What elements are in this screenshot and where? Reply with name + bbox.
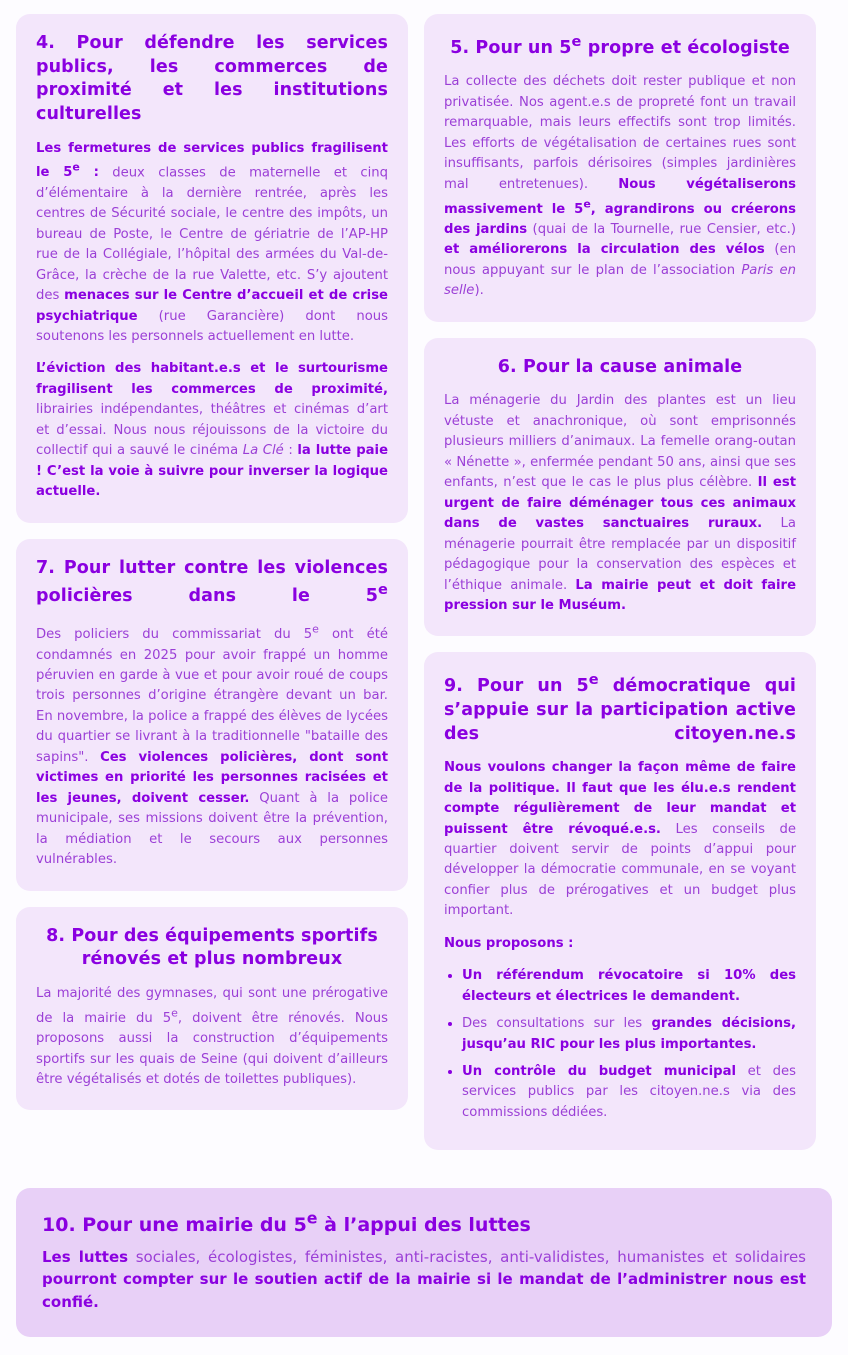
section-9-bold-2: Nous proposons : (444, 935, 574, 951)
section-4-bold-3: L’éviction des habitant.e.s et le surtourisme fragilisent les commerces de proximité, (36, 361, 388, 397)
list-item (462, 1014, 796, 1055)
section-4-text-2: (rue Garancière) dont nous soutenons les personnels actuellement en lutte. (36, 308, 388, 344)
section-card-9 (424, 652, 816, 1150)
section-4-text-3: librairies indépendantes, théâtres et cinémas d’art et d’essai. Nous nous réjouissons de la victoire du collectif qui a sauvé le cinéma (36, 402, 388, 459)
section-7-bold-1: Ces violences policières, dont sont victimes en priorité les personnes racisées et les jeunes, doivent cesser. (36, 749, 388, 806)
section-5-bold-1: Nous végétaliserons massivement le 5e, agrandirons ou créerons des jardins (444, 176, 796, 238)
section-8-text-1: La majorité des gymnases, qui sont une prérogative de la mairie du 5e, doivent être rénovés. Nous proposons aussi la construction d’équipements sportifs sur les quais de Seine (qui doivent d’ailleurs être végétalisés et dotés de toilettes publiques). (36, 985, 388, 1087)
section-9-paragraph-1 (444, 758, 796, 922)
two-column-layout (16, 14, 832, 1150)
section-4-italic-1: La Clé (242, 443, 284, 459)
section-6-text-2: La ménagerie pourrait être remplacée par un dispositif pédagogique pour la conservation des espèces et l’éthique animale. (444, 516, 796, 593)
section-card-7 (16, 539, 408, 891)
section-9-title: 9. Pour un 5e démocratique qui s’appuie sur la participation active des citoyen.ne.s (444, 671, 796, 744)
section-9-proposals-list (444, 966, 796, 1123)
section-5-text-1: La collecte des déchets doit rester publique et non privatisée. Nos agent.e.s de propreté font un travail remarquable, mais leurs effectifs sont trop limités. Les efforts de végétalisation de certaines rues sont insuffisants, parfois dérisoires (simples jardinières mal entretenues). (444, 74, 796, 192)
section-4-title: 4. Pour défendre les services publics, les commerces de proximité et les institutions culturelles (36, 33, 388, 124)
section-10-paragraph (42, 1246, 806, 1314)
bullet-2-bold: grandes décisions, jusqu’au RIC pour les plus importantes. (462, 1016, 796, 1052)
section-card-10 (16, 1188, 832, 1337)
bottom-banner-wrap (0, 1188, 848, 1355)
section-7-paragraph-1 (36, 621, 388, 871)
section-4-bold-lead: Les fermetures de services publics fragilisent le 5e : (36, 140, 388, 181)
section-6-title: 6. Pour la cause animale (497, 356, 743, 377)
right-column (424, 14, 816, 1150)
section-7-title: 7. Pour lutter contre les violences policières dans le 5e (36, 557, 388, 607)
list-item (462, 966, 796, 1007)
section-6-text-1: La ménagerie du Jardin des plantes est un lieu vétuste et anachronique, où sont emprisonnés plusieurs milliers d’animaux. La femelle orang-outan « Nénette », enfermée pendant 50 ans, ainsi que ses enfants, n’est que le cas le plus plus célèbre. (444, 393, 796, 491)
list-item (462, 1062, 796, 1123)
section-6-paragraph-1 (444, 391, 796, 616)
section-4-bold-2: menaces sur le Centre d’accueil et de crise psychiatrique (36, 288, 388, 324)
bullet-1-bold: Un référendum révocatoire si 10% des électeurs et électrices le demandent. (462, 968, 796, 1004)
section-5-title: 5. Pour un 5e propre et écologiste (450, 33, 790, 58)
bullet-2-text: Des consultations sur les (462, 1016, 652, 1032)
section-10-bold-2: pourront compter sur le soutien actif de la mairie si le mandat de l’administrer nous est confié. (42, 1270, 806, 1311)
bullet-3-bold: Un contrôle du budget municipal (462, 1064, 736, 1080)
bullet-3-text: et des services publics par les citoyen.ne.s via des commissions dédiées. (462, 1064, 796, 1120)
section-4-paragraph-2 (36, 359, 388, 502)
section-6-bold-1: Il est urgent de faire déménager tous ces animaux dans de vastes sanctuaires ruraux. (444, 475, 796, 532)
section-divider (0, 1150, 848, 1166)
section-4-paragraph-1 (36, 139, 388, 348)
section-5-text-4: ). (474, 283, 484, 299)
section-8-title: 8. Pour des équipements sportifs rénovés et plus nombreux (46, 925, 378, 970)
section-card-4 (16, 14, 408, 523)
section-9-bold-1: Nous voulons changer la façon même de faire de la politique. Il faut que les élu.e.s rendent compte régulièrement de leur mandat et puissent être révoqué.e.s. (444, 760, 796, 837)
section-4-text-4: : (283, 443, 298, 459)
section-10-bold-1: Les luttes (42, 1247, 129, 1266)
section-5-bold-2: et améliorerons la circulation des vélos (444, 242, 765, 258)
section-7-text-1: Des policiers du commissariat du 5e ont été condamnés en 2025 pour avoir frappé un homme péruvien en garde à vue et pour avoir roué de coups trois personnes d’origine étrangère devant un bar. En novembre, la police a frappé des élèves de lycées du quartier se livrant à la traditionnelle "bataille des sapins". (36, 622, 388, 765)
section-4-bold-4: la lutte paie ! C’est la voie à suivre pour inverser la logique actuelle. (36, 443, 389, 500)
section-5-text-2: (quai de la Tournelle, rue Censier, etc.) (527, 222, 796, 238)
section-7-text-2: Quant à la police municipale, ses missions doivent être la prévention, la médiation et le secours aux personnes vulnérables. (36, 790, 389, 868)
section-card-8 (16, 907, 408, 1111)
section-9-proposals-lead (444, 934, 796, 954)
left-column (16, 14, 408, 1110)
section-8-paragraph-1 (36, 984, 388, 1091)
section-5-text-3: (en nous appuyant sur le plan de l’association (444, 242, 797, 278)
section-card-6 (424, 338, 816, 637)
section-card-5 (424, 14, 816, 322)
section-10-title: 10. Pour une mairie du 5e à l’appui des luttes (42, 1208, 531, 1236)
section-5-italic-1: Paris en selle (444, 262, 797, 299)
section-6-bold-2: La mairie peut et doit faire pression sur le Muséum. (444, 577, 797, 613)
section-9-text-1: Les conseils de quartier doivent servir de points d’appui pour développer la démocratie communale, en se voyant confier plus de prérogatives et un budget plus important. (444, 821, 796, 919)
section-10-text-1: sociales, écologistes, féministes, anti-racistes, anti-validistes, humanistes et solidaires (128, 1247, 806, 1266)
section-5-paragraph-1 (444, 72, 796, 301)
section-4-text-1: deux classes de maternelle et cinq d’élémentaire à la dernière rentrée, après les centres de Sécurité sociale, le centre des impôts, un bureau de Poste, le Centre de gériatrie de l’AP-HP rue de la Collégiale, l’hôpital des armées du Val-de-Grâce, la crèche de la rue Valette, etc. S’y ajoutent des (36, 165, 388, 304)
